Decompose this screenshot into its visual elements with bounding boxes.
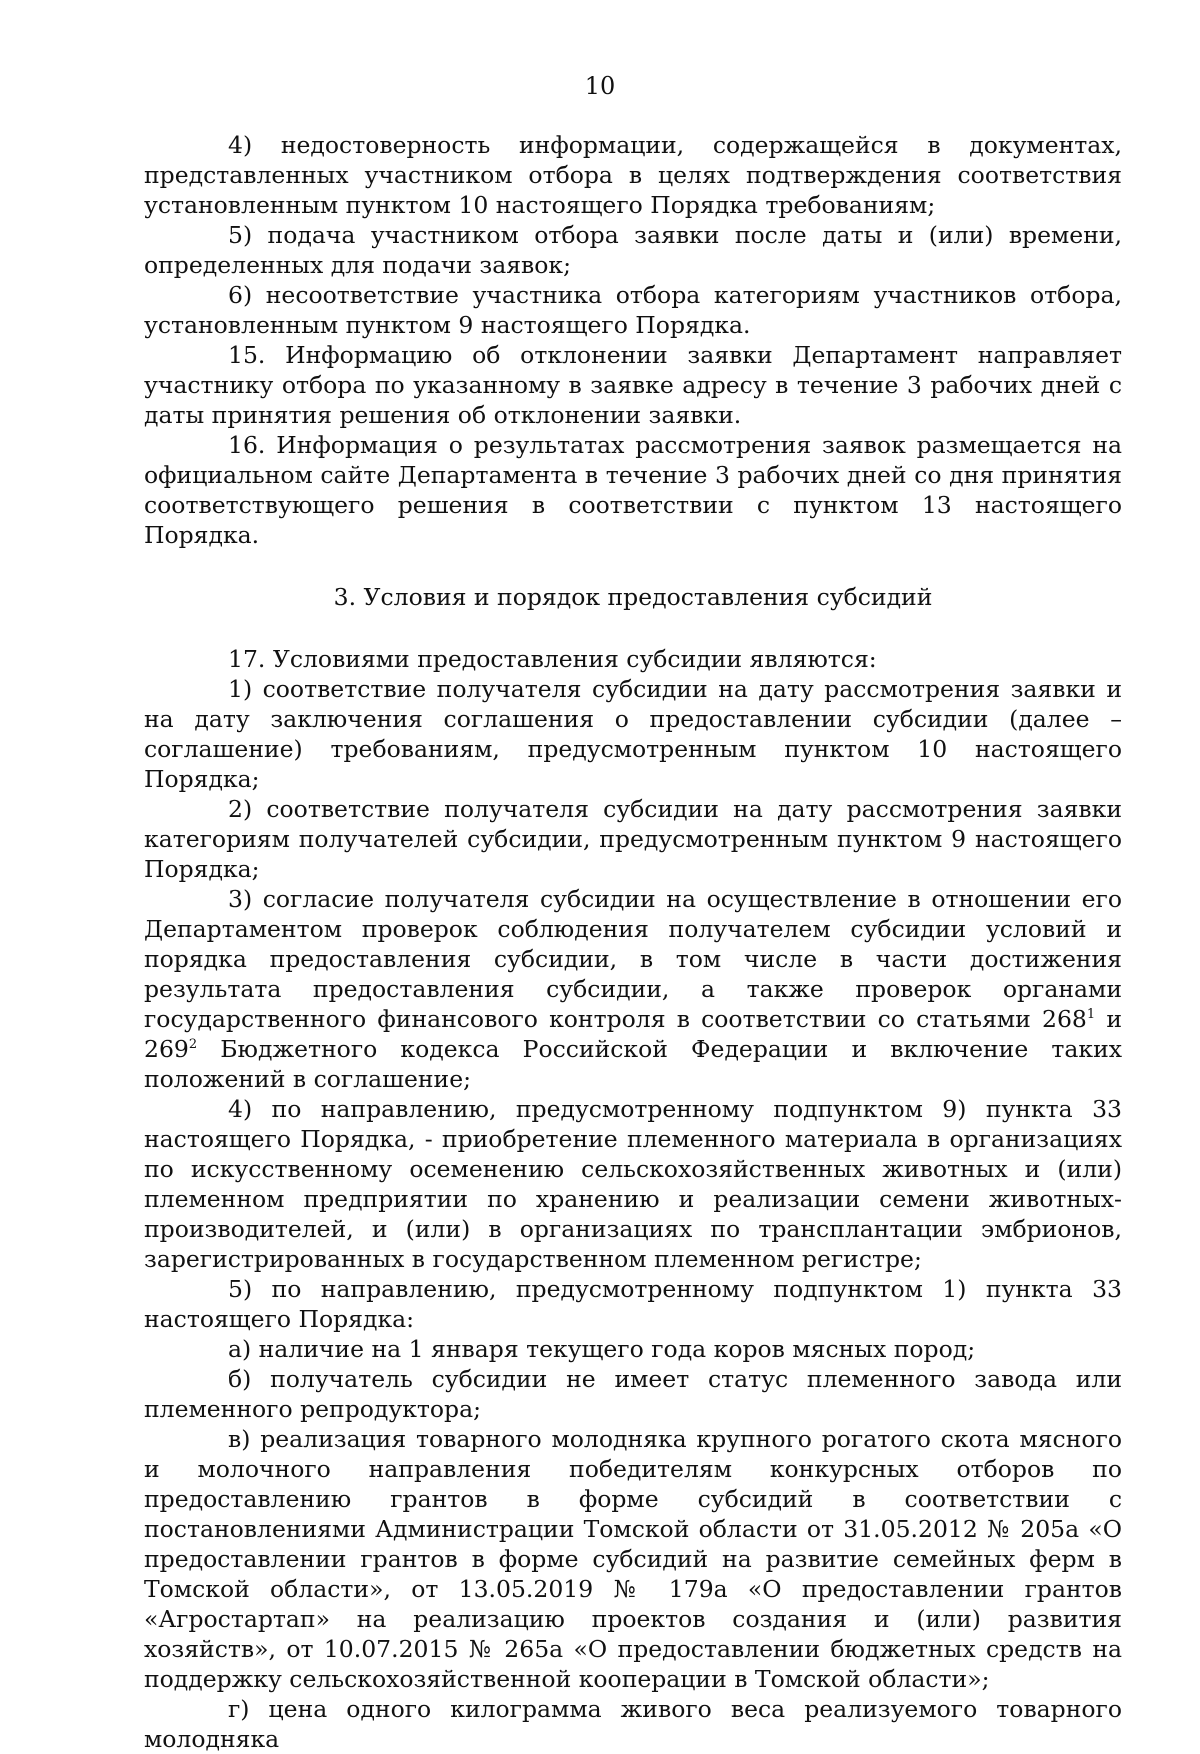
superscript-2: 2	[188, 1037, 198, 1053]
condition-item-3-text-c: Бюджетного кодекса Российской Федерации и включение таких положений в соглашение;	[144, 1035, 1122, 1093]
paragraph-item-6: 6) несоответствие участника отбора категориям участников отбора, установленным пунктом 9 настоящего Порядка.	[144, 281, 1122, 339]
condition-item-2: 2) соответствие получателя субсидии на дату рассмотрения заявки категориям получателей субсидии, предусмотренным пунктом 9 настоящего Порядка;	[144, 795, 1122, 883]
subitem-g: г) цена одного килограмма живого веса реализуемого товарного молодняка	[144, 1695, 1122, 1753]
subitem-a: а) наличие на 1 января текущего года коров мясных пород;	[228, 1335, 976, 1363]
document-body	[144, 130, 1122, 1754]
paragraph-item-4: 4) недостоверность информации, содержащейся в документах, представленных участником отбора в целях подтверждения соответствия установленным пунктом 10 настоящего Порядка требованиям;	[144, 131, 1122, 219]
condition-item-3-text-b: и 269	[144, 1005, 1122, 1063]
paragraph-17: 17. Условиями предоставления субсидии являются:	[228, 645, 877, 673]
subitem-v: в) реализация товарного молодняка крупного рогатого скота мясного и молочного направления победителям конкурсных отборов по предоставлению грантов в форме субсидий в соответствии с постановлениями Администрации Томской области от 31.05.2012 № 205а «О предоставлении грантов в форме субсидий на развитие семейных ферм в Томской области», от 13.05.2019 № 179а «О предоставлении грантов «Агростартап» на реализацию проектов создания и (или) развития хозяйств», от 10.07.2015 № 265а «О предоставлении бюджетных средств на поддержку сельскохозяйственной кооперации в Томской области»;	[144, 1425, 1122, 1693]
condition-item-3-text-a: 3) согласие получателя субсидии на осуществление в отношении его Департаментом проверок соблюдения получателем субсидии условий и порядка предоставления субсидии, в том числе в части достижения результата предоставления субсидии, а также проверок органами государственного финансового контроля в соответствии со статьями 268	[144, 885, 1122, 1033]
paragraph-16: 16. Информация о результатах рассмотрения заявок размещается на официальном сайте Департамента в течение 3 рабочих дней со дня принятия соответствующего решения в соответствии с пунктом 13 настоящего Порядка.	[144, 431, 1122, 549]
superscript-1: 1	[1086, 1007, 1096, 1023]
condition-item-1: 1) соответствие получателя субсидии на дату рассмотрения заявки и на дату заключения соглашения о предоставлении субсидии (далее – соглашение) требованиям, предусмотренным пунктом 10 настоящего Порядка;	[144, 675, 1122, 793]
condition-item-4: 4) по направлению, предусмотренному подпунктом 9) пункта 33 настоящего Порядка, - приобретение племенного материала в организациях по искусственному осеменению сельскохозяйственных животных и (или) племенном предприятии по хранению и реализации семени животных-производителей, и (или) в организациях по трансплантации эмбрионов, зарегистрированных в государственном племенном регистре;	[144, 1095, 1122, 1273]
subitem-b: б) получатель субсидии не имеет статус племенного завода или племенного репродуктора;	[144, 1365, 1122, 1423]
condition-item-5: 5) по направлению, предусмотренному подпунктом 1) пункта 33 настоящего Порядка:	[144, 1275, 1122, 1333]
page-number: 10	[584, 72, 616, 100]
section-heading: 3. Условия и порядок предоставления субсидий	[333, 583, 933, 611]
paragraph-item-5: 5) подача участником отбора заявки после даты и (или) времени, определенных для подачи заявок;	[144, 221, 1122, 279]
paragraph-15: 15. Информацию об отклонении заявки Департамент направляет участнику отбора по указанному в заявке адресу в течение 3 рабочих дней с даты принятия решения об отклонении заявки.	[144, 341, 1122, 429]
condition-item-3	[144, 884, 1122, 1094]
